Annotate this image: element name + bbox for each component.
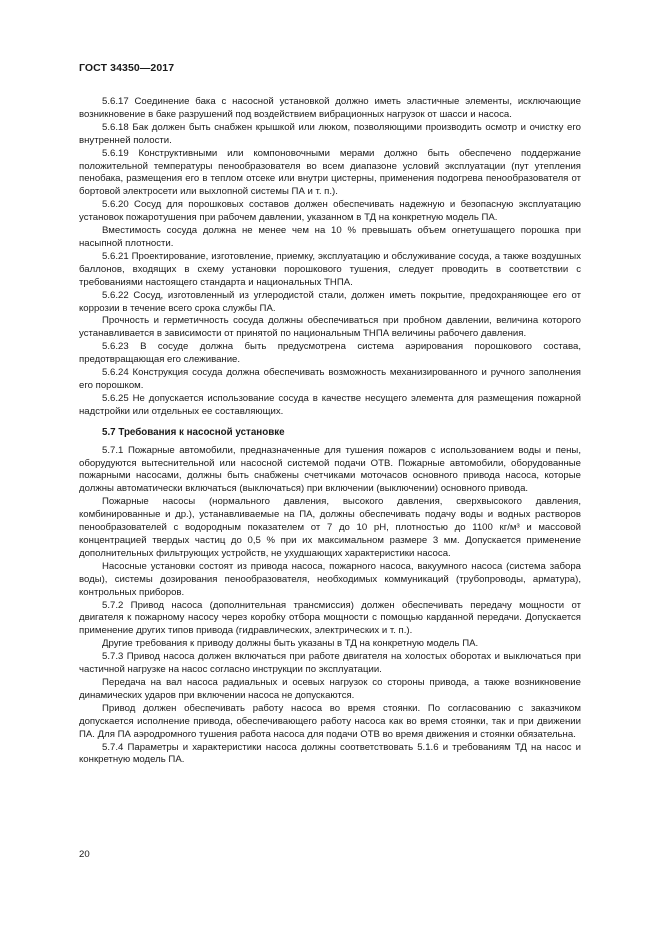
section-heading: 5.7 Требования к насосной установке	[102, 426, 285, 438]
page-number: 20	[79, 849, 90, 860]
paragraph: 5.7.3 Привод насоса должен включаться при работе двигателя на холостых оборотах и выключаться при частичной нагрузке на насос согласно инструкции по эксплуатации.	[79, 651, 581, 676]
paragraph: Привод должен обеспечивать работу насоса во время стоянки. По согласованию с заказчиком допускается исполнение привода, обеспечивающего работу насоса как во время стоянки, так и при движении ПА. Для ПА аэродромного тушения работа насоса для подачи ОТВ во время движения и стоянки обязательна.	[79, 702, 581, 740]
paragraph: Прочность и герметичность сосуда должны обеспечиваться при пробном давлении, величина которого устанавливается в зависимости от принятой по национальным ТНПА величины рабочего давления.	[79, 315, 581, 340]
paragraph: Пожарные насосы (нормального давления, высокого давления, сверхвысокого давления, комбинированные и др.), устанавливаемые на ПА, должны обеспечивать подачу воды и водных растворов пенообразователей с водородным показателем от 7 до 10 pH, плотностью до 1100 кг/м³ и массовой концентрацией твердых частиц до 0,5 % при их максимальном размере 3 мм. Допускается применение дополнительных фильтрующих устройств, не ухудшающих характеристики насоса.	[79, 496, 581, 559]
paragraph: 5.6.23 В сосуде должна быть предусмотрена система аэрирования порошкового состава, предотвращающая его слеживание.	[79, 341, 581, 366]
paragraph: 5.6.25 Не допускается использование сосуда в качестве несущего элемента для размещения пожарной надстройки или отдельных ее составляющих.	[79, 392, 581, 417]
paragraph: Передача на вал насоса радиальных и осевых нагрузок со стороны привода, а также возникновение динамических ударов при включении насоса не допускаются.	[79, 676, 581, 701]
paragraph: 5.6.20 Сосуд для порошковых составов должен обеспечивать надежную и безопасную эксплуатацию установок пожаротушения при рабочем давлении, указанном в ТД на конкретную модель ПА.	[79, 199, 581, 224]
paragraph: 5.7.4 Параметры и характеристики насоса должны соответствовать 5.1.6 и требованиям ТД на насос и конкретную модель ПА.	[79, 741, 581, 766]
paragraph: 5.6.21 Проектирование, изготовление, приемку, эксплуатацию и обслуживание сосуда, а также воздушных баллонов, входящих в схему установки порошкового тушения, следует проводить в соответствии с требованиями настоящего стандарта и национальных ТНПА.	[79, 250, 581, 288]
paragraph: 5.6.24 Конструкция сосуда должна обеспечивать возможность механизированного и ручного заполнения его порошком.	[79, 367, 581, 391]
paragraph: Насосные установки состоят из привода насоса, пожарного насоса, вакуумного насоса (система забора воды), системы дозирования пенообразователя, необходимых коммуникаций (трубопроводы, арматура), контрольных приборов.	[79, 560, 581, 598]
paragraph: 5.6.17 Соединение бака с насосной установкой должно иметь эластичные элементы, исключающие возникновение в баке разрушений под воздействием вибрационных нагрузок от шасси и насоса.	[79, 96, 581, 120]
document-body	[79, 96, 581, 767]
paragraph: 5.7.2 Привод насоса (дополнительная трансмиссия) должен обеспечивать передачу мощности от двигателя к пожарному насосу через коробку отбора мощности с помощью карданной передачи. Допускается применение других типов привода (гидравлических, электрических и т. п.).	[79, 599, 581, 637]
paragraph: Другие требования к приводу должны быть указаны в ТД на конкретную модель ПА.	[102, 638, 479, 650]
standard-header: ГОСТ 34350—2017	[79, 62, 175, 74]
paragraph: 5.6.19 Конструктивными или компоновочными мерами должно быть обеспечено поддержание положительной температуры пенообразователя во всем диапазоне условий эксплуатации (пут утепления пенобака, размещения его в теплом отсеке или внутри цистерны, применения подогрева пенообразователя от бортовой электросети или выхлопной системы ПА и т. п.).	[79, 147, 581, 198]
paragraph: 5.7.1 Пожарные автомобили, предназначенные для тушения пожаров с использованием воды и пены, оборудуются вытеснительной или насосной системой подачи ОТВ. Пожарные автомобили, оборудованные пожарными насосами, должны быть снабжены счетчиками моточасов основного привода насоса, которые должны автоматически включаться (выключаться) при включении (выключении) основного привода.	[79, 444, 581, 495]
paragraph: Вместимость сосуда должна не менее чем на 10 % превышать объем огнетушащего порошка при насыпной плотности.	[79, 225, 581, 249]
paragraph: 5.6.18 Бак должен быть снабжен крышкой или люком, позволяющими производить осмотр и очистку его внутренней полости.	[79, 121, 581, 146]
paragraph: 5.6.22 Сосуд, изготовленный из углеродистой стали, должен иметь покрытие, предохраняющее его от коррозии в течение всего срока службы ПА.	[79, 289, 581, 314]
